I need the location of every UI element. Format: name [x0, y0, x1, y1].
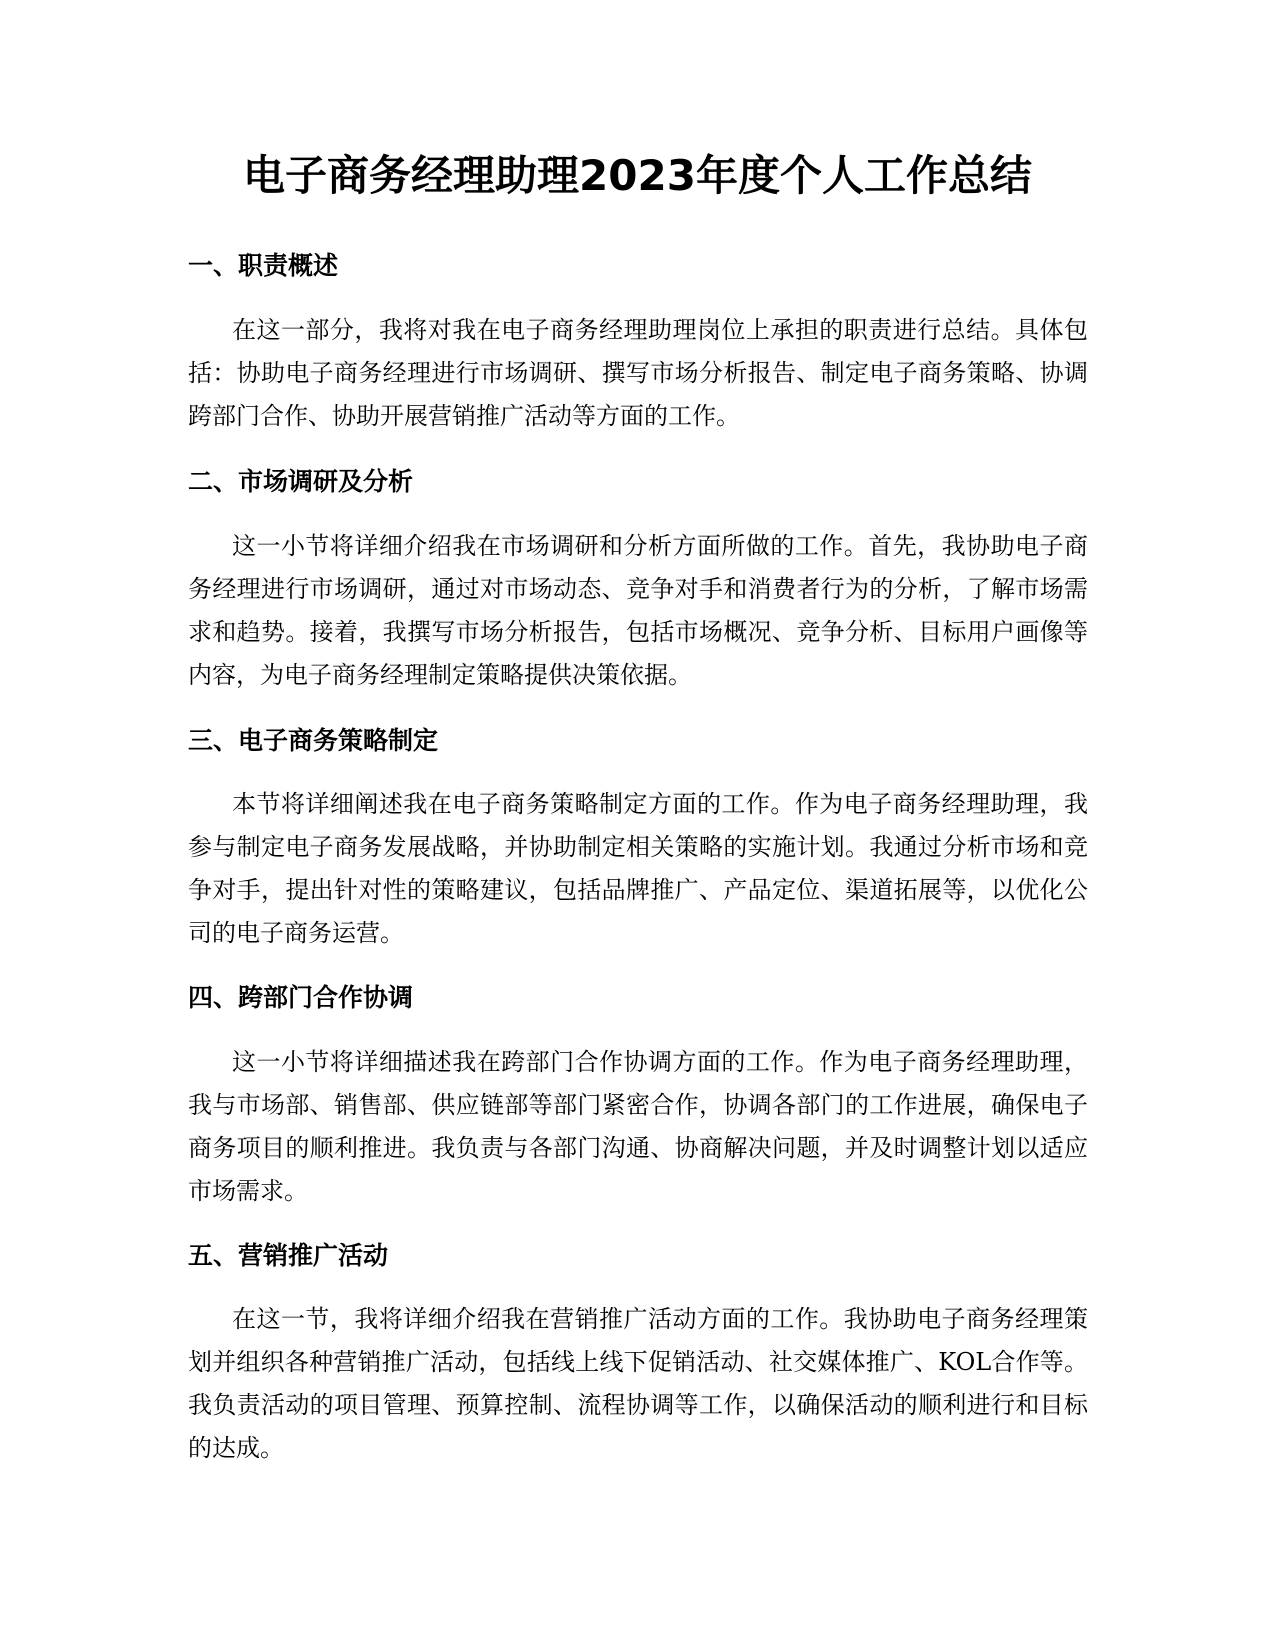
- section-body-ecommerce-strategy: 本节将详细阐述我在电子商务策略制定方面的工作。作为电子商务经理助理，我参与制定电子商务发展战略，并协助制定相关策略的实施计划。我通过分析市场和竞争对手，提出针对性的策略建议，包括品牌推广、产品定位、渠道拓展等，以优化公司的电子商务运营。: [188, 790, 1088, 947]
- section-body-cross-department: 这一小节将详细描述我在跨部门合作协调方面的工作。作为电子商务经理助理，我与市场部、销售部、供应链部等部门紧密合作，协调各部门的工作进展，确保电子商务项目的顺利推进。我负责与各部门沟通、协商解决问题，并及时调整计划以适应市场需求。: [188, 1048, 1088, 1205]
- section-heading-marketing-promotion: 五、营销推广活动: [188, 1241, 389, 1270]
- section-heading-cross-department: 四、跨部门合作协调: [188, 983, 414, 1012]
- section-body-marketing-promotion: 在这一节，我将详细介绍我在营销推广活动方面的工作。我协助电子商务经理策划并组织各种营销推广活动，包括线上线下促销活动、社交媒体推广、KOL合作等。我负责活动的项目管理、预算控制、流程协调等工作，以确保活动的顺利进行和目标的达成。: [188, 1305, 1088, 1462]
- section-heading-responsibilities: 一、职责概述: [188, 251, 339, 280]
- document-title: 电子商务经理助理2023年度个人工作总结: [243, 151, 1032, 200]
- section-heading-market-research: 二、市场调研及分析: [188, 467, 414, 496]
- section-body-market-research: 这一小节将详细介绍我在市场调研和分析方面所做的工作。首先，我协助电子商务经理进行市场调研，通过对市场动态、竞争对手和消费者行为的分析，了解市场需求和趋势。接着，我撰写市场分析报告，包括市场概况、竞争分析、目标用户画像等内容，为电子商务经理制定策略提供决策依据。: [188, 532, 1088, 689]
- section-heading-ecommerce-strategy: 三、电子商务策略制定: [188, 726, 439, 755]
- section-body-responsibilities: 在这一部分，我将对我在电子商务经理助理岗位上承担的职责进行总结。具体包括：协助电子商务经理进行市场调研、撰写市场分析报告、制定电子商务策略、协调跨部门合作、协助开展营销推广活动等方面的工作。: [188, 316, 1088, 430]
